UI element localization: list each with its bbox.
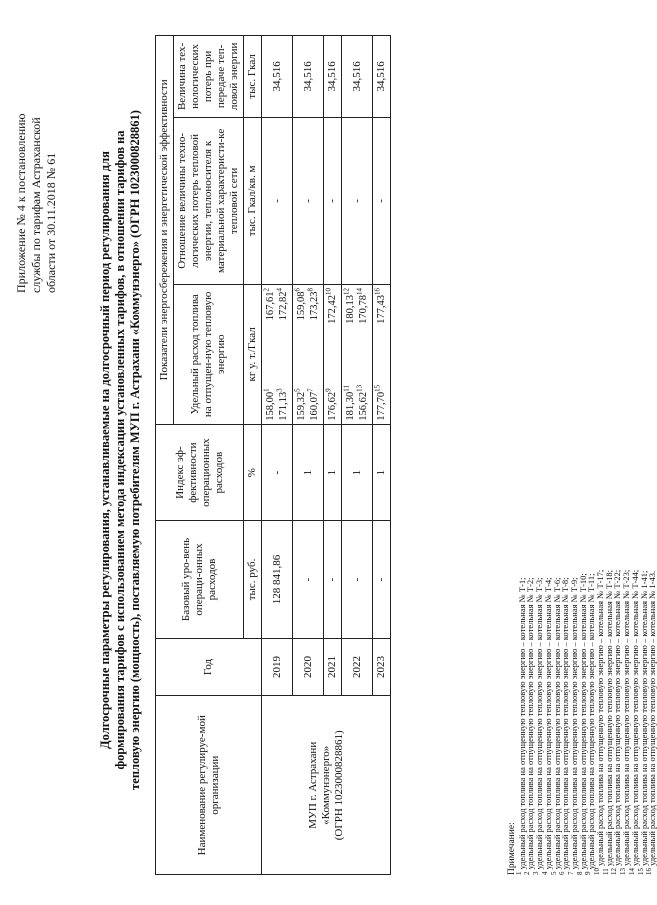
base-level-cell: - bbox=[342, 521, 373, 638]
notes bbox=[508, 135, 657, 875]
header-org: Наименование регулируе-мой организации bbox=[156, 696, 262, 875]
org-name-line: (ОГРН 1023000828861) bbox=[332, 730, 345, 841]
loss-ratio-cell: - bbox=[342, 117, 373, 284]
fuel-footnote-ref: 13 bbox=[355, 384, 364, 392]
appendix-line: службы по тарифам Астраханской bbox=[29, 117, 43, 293]
fuel-column-right bbox=[344, 288, 370, 324]
fuel-number: 172,42 bbox=[327, 294, 338, 324]
unit-loss: тыс. Гкал bbox=[244, 36, 262, 118]
org-name-cell bbox=[262, 696, 391, 875]
note-item bbox=[645, 135, 657, 875]
fuel-line bbox=[295, 288, 308, 320]
note-number: 6 bbox=[558, 871, 567, 875]
fuel-line bbox=[308, 288, 321, 320]
fuel-footnote-ref: 12 bbox=[342, 287, 351, 295]
fuel-footnote-ref: 5 bbox=[293, 388, 302, 392]
fuel-footnote-ref: 9 bbox=[324, 388, 333, 392]
fuel-line bbox=[295, 388, 308, 420]
fuel-footnote-ref: 7 bbox=[306, 388, 315, 392]
fuel-line bbox=[375, 385, 388, 421]
fuel-value bbox=[355, 287, 369, 324]
unit-fuel: кг у. т./Гкал bbox=[244, 284, 262, 424]
header-base-level: Базовый уро-вень операци-онных расходов bbox=[156, 521, 244, 638]
year-cell: 2023 bbox=[373, 638, 391, 696]
fuel-value bbox=[293, 388, 307, 421]
note-text: удельный расход топлива на отпущенную тепловую энергию – котельная № Т-4; bbox=[542, 577, 553, 870]
note-number: 3 bbox=[532, 871, 541, 875]
fuel-number: 159,32 bbox=[296, 391, 307, 421]
loss-ratio-cell: - bbox=[293, 117, 324, 284]
note-text: удельный расход топлива на отпущенную тепловую энергию – котельная № Т-8; bbox=[560, 577, 571, 870]
loss-ratio-cell: - bbox=[324, 117, 342, 284]
appendix-line: Приложение № 4 к постановлению bbox=[14, 113, 28, 293]
fuel-value bbox=[262, 388, 276, 421]
fuel-values bbox=[295, 288, 321, 421]
note-number: 5 bbox=[549, 871, 558, 875]
notes-title: Примечание: bbox=[507, 822, 517, 875]
efficiency-index-cell: 1 bbox=[373, 424, 391, 521]
fuel-value bbox=[355, 384, 369, 421]
note-text: удельный расход топлива на отпущенную тепловую энергию – котельная № Т-44; bbox=[629, 569, 640, 866]
fuel-footnote-ref: 10 bbox=[324, 287, 333, 295]
note-number: 9 bbox=[584, 871, 593, 875]
table-body bbox=[262, 36, 391, 875]
fuel-line bbox=[277, 388, 290, 420]
fuel-footnote-ref: 11 bbox=[342, 385, 351, 392]
header-fuel-rate: Удельный расход топлива на отпущен-ную тепловую энергию bbox=[174, 284, 244, 424]
year-cell: 2022 bbox=[342, 638, 373, 696]
header-efficiency-index: Индекс эф-фективности операционных расходов bbox=[156, 424, 244, 521]
heat-losses-cell: 34,516 bbox=[373, 36, 391, 118]
fuel-values bbox=[264, 288, 290, 421]
efficiency-index-cell: - bbox=[262, 424, 293, 521]
note-text: удельный расход топлива на отпущенную тепловую энергию – котельная № Т-2; bbox=[525, 577, 536, 870]
fuel-line bbox=[277, 288, 290, 320]
fuel-number: 172,82 bbox=[278, 291, 289, 321]
note-number: 14 bbox=[628, 868, 637, 875]
appendix-line: области от 30.11.2018 № 61 bbox=[44, 152, 58, 293]
heat-losses-cell: 34,516 bbox=[324, 36, 342, 118]
loss-ratio-cell: - bbox=[373, 117, 391, 284]
appendix-header bbox=[14, 43, 59, 293]
fuel-line bbox=[375, 288, 388, 324]
fuel-footnote-ref: 6 bbox=[293, 287, 302, 292]
year-cell: 2020 bbox=[293, 638, 324, 696]
fuel-value bbox=[306, 287, 320, 321]
fuel-footnote-ref: 2 bbox=[262, 287, 271, 292]
org-name-line: МУП г. Астрахани bbox=[306, 741, 319, 829]
fuel-number: 159,08 bbox=[296, 291, 307, 321]
note-text: удельный расход топлива на отпущенную тепловую энергию – котельная № Т-23; bbox=[621, 569, 632, 866]
fuel-values bbox=[326, 288, 339, 421]
fuel-number: 180,13 bbox=[345, 294, 356, 324]
note-text: удельный расход топлива на отпущенную тепловую энергию – котельная № Т-18; bbox=[603, 569, 614, 867]
note-text: удельный расход топлива на отпущенную тепловую энергию – котельная № 1-43. bbox=[647, 570, 657, 866]
fuel-column-left bbox=[264, 388, 290, 420]
fuel-column-right bbox=[295, 288, 321, 320]
notes-list bbox=[514, 135, 657, 875]
table-row bbox=[262, 36, 293, 875]
note-text: удельный расход топлива на отпущенную тепловую энергию – котельная № Т-1; bbox=[516, 577, 527, 870]
fuel-number: 173,23 bbox=[309, 291, 320, 321]
note-number: 2 bbox=[523, 871, 532, 875]
heat-losses-cell: 34,516 bbox=[262, 36, 293, 118]
header-year: Год bbox=[156, 638, 262, 696]
fuel-line bbox=[264, 388, 277, 420]
org-name-line: «Коммунэнерго» bbox=[319, 745, 332, 825]
fuel-footnote-ref: 8 bbox=[306, 287, 315, 292]
fuel-value bbox=[275, 287, 289, 321]
heat-losses-cell: 34,516 bbox=[342, 36, 373, 118]
fuel-column-left bbox=[344, 385, 370, 421]
note-text: удельный расход топлива на отпущенную тепловую энергию – котельная № Т-17; bbox=[595, 569, 606, 866]
fuel-value bbox=[342, 385, 356, 421]
note-text: удельный расход топлива на отпущенную тепловую энергию – котельная № Т-9; bbox=[568, 577, 579, 870]
title-line: Долгосрочные параметры регулирования, устанавливаемые на долгосрочный период регулирования для bbox=[98, 151, 112, 749]
fuel-value bbox=[262, 287, 276, 321]
note-number: 1 bbox=[514, 871, 523, 875]
fuel-column-left bbox=[326, 388, 339, 420]
base-level-cell: - bbox=[293, 521, 324, 638]
fuel-column-right bbox=[326, 288, 339, 324]
note-number: 4 bbox=[540, 871, 549, 875]
note-text: удельный расход топлива на отпущенную тепловую энергию – котельная № 1-41; bbox=[638, 570, 649, 866]
fuel-number: 177,70 bbox=[376, 391, 387, 421]
fuel-number: 176,62 bbox=[327, 391, 338, 421]
note-text: удельный расход топлива на отпущенную тепловую энергию – котельная № Т-10; bbox=[577, 573, 588, 870]
note-number: 13 bbox=[619, 868, 628, 875]
fuel-value bbox=[275, 388, 289, 421]
fuel-line bbox=[357, 288, 370, 324]
heat-losses-cell: 34,516 bbox=[293, 36, 324, 118]
document-title bbox=[98, 35, 143, 865]
fuel-values bbox=[375, 288, 388, 421]
note-text: удельный расход топлива на отпущенную тепловую энергию – котельная № Т-22; bbox=[612, 569, 623, 866]
fuel-footnote-ref: 1 bbox=[262, 388, 271, 392]
note-text: удельный расход топлива на отпущенную тепловую энергию – котельная № Т-6; bbox=[551, 577, 562, 870]
note-number: 10 bbox=[593, 868, 602, 875]
fuel-footnote-ref: 14 bbox=[355, 287, 364, 295]
fuel-number: 171,13 bbox=[278, 391, 289, 421]
fuel-column-left bbox=[295, 388, 321, 420]
efficiency-index-cell: 1 bbox=[324, 424, 342, 521]
efficiency-index-cell: 1 bbox=[342, 424, 373, 521]
note-number: 16 bbox=[645, 868, 654, 875]
fuel-line bbox=[326, 388, 339, 420]
fuel-values bbox=[344, 288, 370, 421]
fuel-number: 160,07 bbox=[309, 391, 320, 421]
note-number: 7 bbox=[567, 871, 576, 875]
fuel-footnote-ref: 16 bbox=[373, 287, 382, 295]
fuel-number: 167,61 bbox=[265, 291, 276, 321]
header-loss-ratio: Отношение величины техно-логических потерь тепловой энергии, теплоносителя к материальной характеристи-ке тепловой сети bbox=[174, 117, 244, 284]
fuel-line bbox=[357, 385, 370, 421]
fuel-value bbox=[373, 384, 387, 421]
title-line: тепловую энергию (мощность), поставляемую потребителям МУП г. Астрахани «Коммунэнерго» (ОГРН 1023000828861) bbox=[128, 110, 142, 790]
fuel-rate-cell bbox=[262, 284, 293, 424]
unit-base: тыс. руб. bbox=[244, 521, 262, 638]
title-line: формирования тарифов с использованием метода индексации установленных тарифов, в отношении тарифов на bbox=[113, 130, 127, 770]
base-level-cell: 128 841,86 bbox=[262, 521, 293, 638]
fuel-rate-cell bbox=[373, 284, 391, 424]
header-heat-losses: Величина тех-нологических потерь при передаче теп-ловой энергии bbox=[174, 36, 244, 118]
note-number: 12 bbox=[610, 868, 619, 875]
fuel-footnote-ref: 15 bbox=[373, 384, 382, 392]
year-cell: 2021 bbox=[324, 638, 342, 696]
fuel-column-right bbox=[375, 288, 388, 324]
fuel-value bbox=[373, 287, 387, 324]
fuel-rate-cell bbox=[293, 284, 324, 424]
base-level-cell: - bbox=[324, 521, 342, 638]
fuel-value bbox=[306, 388, 320, 421]
fuel-number: 170,78 bbox=[358, 294, 369, 324]
fuel-column-left bbox=[375, 385, 388, 421]
fuel-value bbox=[342, 287, 356, 324]
note-number: 8 bbox=[575, 871, 584, 875]
fuel-value bbox=[324, 287, 338, 324]
table-header-row bbox=[156, 36, 174, 875]
fuel-value bbox=[293, 287, 307, 321]
fuel-value bbox=[324, 388, 338, 421]
fuel-footnote-ref: 4 bbox=[275, 287, 284, 292]
fuel-rate-cell bbox=[324, 284, 342, 424]
parameters-table bbox=[155, 35, 391, 875]
efficiency-index-cell: 1 bbox=[293, 424, 324, 521]
note-text: удельный расход топлива на отпущенную тепловую энергию – котельная № Т-3; bbox=[534, 577, 545, 870]
fuel-rate-cell bbox=[342, 284, 373, 424]
fuel-footnote-ref: 3 bbox=[275, 388, 284, 392]
fuel-number: 158,00 bbox=[265, 391, 276, 421]
loss-ratio-cell: - bbox=[262, 117, 293, 284]
unit-ratio: тыс. Гкал/кв. м bbox=[244, 117, 262, 284]
note-number: 15 bbox=[636, 868, 645, 875]
fuel-line bbox=[326, 288, 339, 324]
year-cell: 2019 bbox=[262, 638, 293, 696]
fuel-number: 177,43 bbox=[376, 294, 387, 324]
fuel-number: 181,30 bbox=[345, 391, 356, 421]
fuel-line bbox=[308, 388, 321, 420]
fuel-column-right bbox=[264, 288, 290, 320]
fuel-line bbox=[264, 288, 277, 320]
header-energy-group: Показатели энергосбережения и энергетической эффективности bbox=[156, 36, 174, 425]
unit-index: % bbox=[244, 424, 262, 521]
fuel-number: 156,62 bbox=[358, 391, 369, 421]
note-text: удельный расход топлива на отпущенную тепловую энергию – котельная № Т-11; bbox=[586, 573, 597, 870]
base-level-cell: - bbox=[373, 521, 391, 638]
note-number: 11 bbox=[601, 868, 610, 875]
